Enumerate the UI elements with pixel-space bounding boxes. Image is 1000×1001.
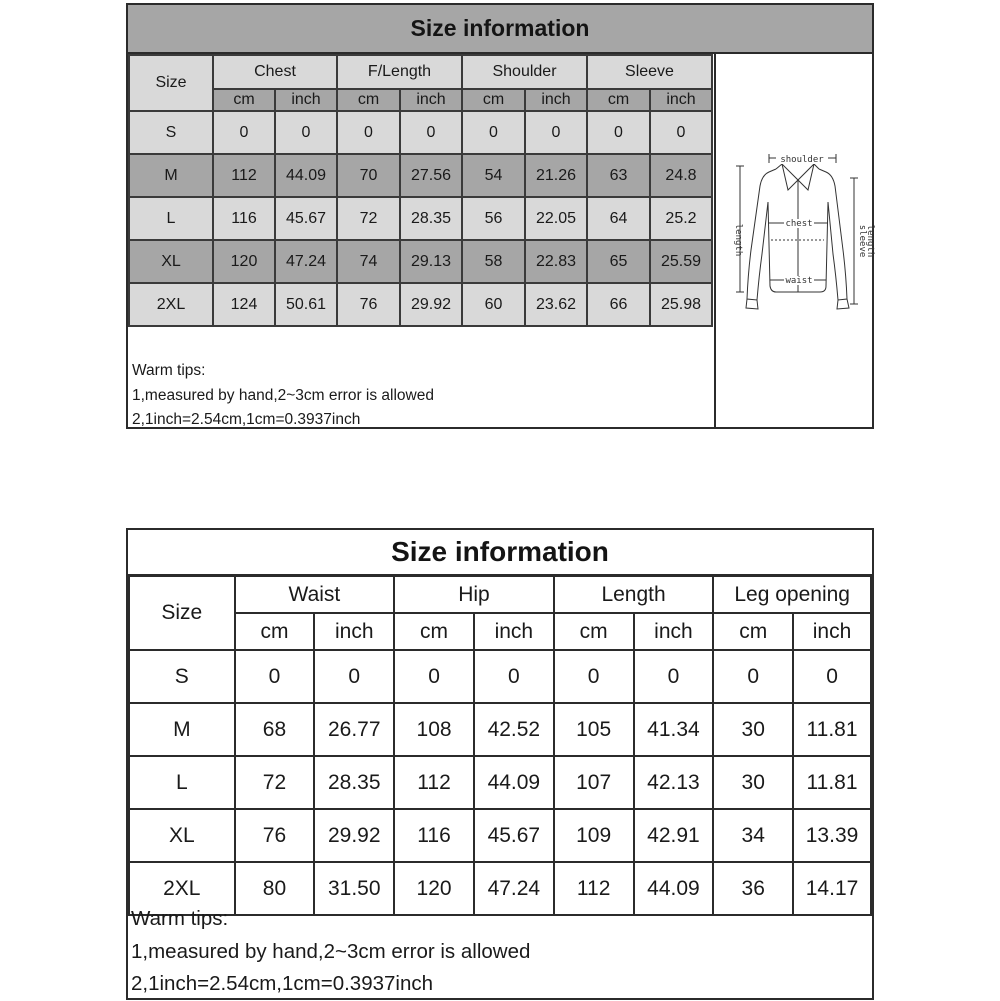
shirt-icon xyxy=(716,54,875,427)
value-cell: 64 xyxy=(587,197,650,240)
unit-header: inch xyxy=(275,89,337,111)
value-cell: 42.52 xyxy=(474,703,554,756)
value-cell: 41.34 xyxy=(634,703,714,756)
value-cell: 11.81 xyxy=(793,756,871,809)
warm-tips xyxy=(132,359,434,433)
size-cell: XL xyxy=(129,240,213,283)
value-cell: 0 xyxy=(554,650,634,703)
unit-header: cm xyxy=(587,89,650,111)
top-chart-title: Size information xyxy=(128,5,872,54)
size-cell: L xyxy=(129,197,213,240)
unit-header: cm xyxy=(235,613,315,650)
value-cell: 0 xyxy=(213,111,275,154)
chest-header: Chest xyxy=(213,55,337,89)
value-cell: 30 xyxy=(713,756,793,809)
value-cell: 25.98 xyxy=(650,283,712,326)
table-row xyxy=(129,154,712,197)
value-cell: 72 xyxy=(337,197,400,240)
value-cell: 28.35 xyxy=(400,197,462,240)
value-cell: 112 xyxy=(394,756,474,809)
value-cell: 29.92 xyxy=(314,809,394,862)
unit-header: inch xyxy=(525,89,587,111)
value-cell: 27.56 xyxy=(400,154,462,197)
value-cell: 0 xyxy=(793,650,871,703)
value-cell: 0 xyxy=(394,650,474,703)
size-cell: 2XL xyxy=(129,862,235,915)
value-cell: 0 xyxy=(400,111,462,154)
warm-tip-line: 2,1inch=2.54cm,1cm=0.3937inch xyxy=(132,411,361,428)
sleeve-header: Sleeve xyxy=(587,55,712,89)
value-cell: 74 xyxy=(337,240,400,283)
value-cell: 0 xyxy=(650,111,712,154)
waist-label: waist xyxy=(785,276,813,286)
value-cell: 30 xyxy=(713,703,793,756)
sleeve-label: sleeve xyxy=(857,224,867,258)
value-cell: 47.24 xyxy=(474,862,554,915)
unit-header: cm xyxy=(713,613,793,650)
value-cell: 107 xyxy=(554,756,634,809)
value-cell: 76 xyxy=(337,283,400,326)
value-cell: 68 xyxy=(235,703,315,756)
unit-header: cm xyxy=(394,613,474,650)
warm-tips-heading: Warm tips: xyxy=(132,362,206,379)
value-cell: 116 xyxy=(394,809,474,862)
value-cell: 0 xyxy=(587,111,650,154)
value-cell: 58 xyxy=(462,240,525,283)
value-cell: 28.35 xyxy=(314,756,394,809)
value-cell: 54 xyxy=(462,154,525,197)
top-size-chart xyxy=(126,3,874,429)
table-row xyxy=(129,756,871,809)
table-row xyxy=(129,240,712,283)
warm-tips xyxy=(131,903,530,1001)
value-cell: 124 xyxy=(213,283,275,326)
value-cell: 29.92 xyxy=(400,283,462,326)
leg-opening-header: Leg opening xyxy=(713,576,871,613)
unit-header: cm xyxy=(554,613,634,650)
unit-header: inch xyxy=(650,89,712,111)
value-cell: 44.09 xyxy=(474,756,554,809)
unit-header: inch xyxy=(634,613,714,650)
table-row xyxy=(129,809,871,862)
value-cell: 25.59 xyxy=(650,240,712,283)
unit-header: cm xyxy=(213,89,275,111)
value-cell: 36 xyxy=(713,862,793,915)
unit-header: cm xyxy=(337,89,400,111)
value-cell: 0 xyxy=(474,650,554,703)
table-row xyxy=(129,650,871,703)
value-cell: 72 xyxy=(235,756,315,809)
top-size-table xyxy=(128,54,713,327)
value-cell: 42.13 xyxy=(634,756,714,809)
value-cell: 116 xyxy=(213,197,275,240)
size-cell: S xyxy=(129,111,213,154)
size-header: Size xyxy=(129,55,213,111)
value-cell: 70 xyxy=(337,154,400,197)
shirt-measurement-diagram xyxy=(714,54,875,427)
chest-label: chest xyxy=(785,219,813,229)
table-row xyxy=(129,703,871,756)
value-cell: 120 xyxy=(213,240,275,283)
value-cell: 0 xyxy=(235,650,315,703)
table-row xyxy=(129,283,712,326)
size-cell: S xyxy=(129,650,235,703)
value-cell: 21.26 xyxy=(525,154,587,197)
size-cell: XL xyxy=(129,809,235,862)
size-header: Size xyxy=(129,576,235,650)
waist-header: Waist xyxy=(235,576,395,613)
unit-header: inch xyxy=(400,89,462,111)
value-cell: 60 xyxy=(462,283,525,326)
hip-header: Hip xyxy=(394,576,554,613)
bottom-chart-title: Size information xyxy=(128,530,872,576)
value-cell: 65 xyxy=(587,240,650,283)
value-cell: 120 xyxy=(394,862,474,915)
value-cell: 0 xyxy=(634,650,714,703)
bottom-size-chart xyxy=(126,528,874,1000)
size-cell: M xyxy=(129,703,235,756)
unit-header: inch xyxy=(474,613,554,650)
table-row xyxy=(129,111,712,154)
warm-tip-line: 1,measured by hand,2~3cm error is allowed xyxy=(132,386,434,404)
value-cell: 108 xyxy=(394,703,474,756)
shoulder-label: shoulder xyxy=(780,155,824,165)
shoulder-header: Shoulder xyxy=(462,55,587,89)
value-cell: 47.24 xyxy=(275,240,337,283)
value-cell: 109 xyxy=(554,809,634,862)
value-cell: 34 xyxy=(713,809,793,862)
value-cell: 31.50 xyxy=(314,862,394,915)
length-label: length xyxy=(733,223,743,257)
value-cell: 63 xyxy=(587,154,650,197)
warm-tips-heading: Warm tips: xyxy=(131,907,229,930)
value-cell: 105 xyxy=(554,703,634,756)
size-cell: 2XL xyxy=(129,283,213,326)
value-cell: 0 xyxy=(525,111,587,154)
value-cell: 0 xyxy=(337,111,400,154)
value-cell: 0 xyxy=(275,111,337,154)
value-cell: 23.62 xyxy=(525,283,587,326)
value-cell: 45.67 xyxy=(474,809,554,862)
value-cell: 45.67 xyxy=(275,197,337,240)
value-cell: 112 xyxy=(213,154,275,197)
value-cell: 50.61 xyxy=(275,283,337,326)
value-cell: 13.39 xyxy=(793,809,871,862)
value-cell: 0 xyxy=(713,650,793,703)
value-cell: 25.2 xyxy=(650,197,712,240)
value-cell: 26.77 xyxy=(314,703,394,756)
value-cell: 42.91 xyxy=(634,809,714,862)
value-cell: 56 xyxy=(462,197,525,240)
unit-header: inch xyxy=(793,613,871,650)
size-cell: L xyxy=(129,756,235,809)
value-cell: 22.05 xyxy=(525,197,587,240)
size-cell: M xyxy=(129,154,213,197)
unit-header: inch xyxy=(314,613,394,650)
unit-header: cm xyxy=(462,89,525,111)
value-cell: 44.09 xyxy=(275,154,337,197)
f-length-header: F/Length xyxy=(337,55,462,89)
warm-tip-line: 2,1inch=2.54cm,1cm=0.3937inch xyxy=(131,972,434,995)
warm-tip-line: 1,measured by hand,2~3cm error is allowed xyxy=(131,939,531,963)
bottom-size-table xyxy=(128,575,872,916)
table-row xyxy=(129,197,712,240)
value-cell: 76 xyxy=(235,809,315,862)
value-cell: 11.81 xyxy=(793,703,871,756)
length-header: Length xyxy=(554,576,714,613)
value-cell: 44.09 xyxy=(634,862,714,915)
value-cell: 0 xyxy=(462,111,525,154)
value-cell: 0 xyxy=(314,650,394,703)
value-cell: 80 xyxy=(235,862,315,915)
value-cell: 66 xyxy=(587,283,650,326)
value-cell: 112 xyxy=(554,862,634,915)
value-cell: 22.83 xyxy=(525,240,587,283)
value-cell: 14.17 xyxy=(793,862,871,915)
sleeve-length-label: length xyxy=(865,224,875,258)
value-cell: 29.13 xyxy=(400,240,462,283)
value-cell: 24.8 xyxy=(650,154,712,197)
